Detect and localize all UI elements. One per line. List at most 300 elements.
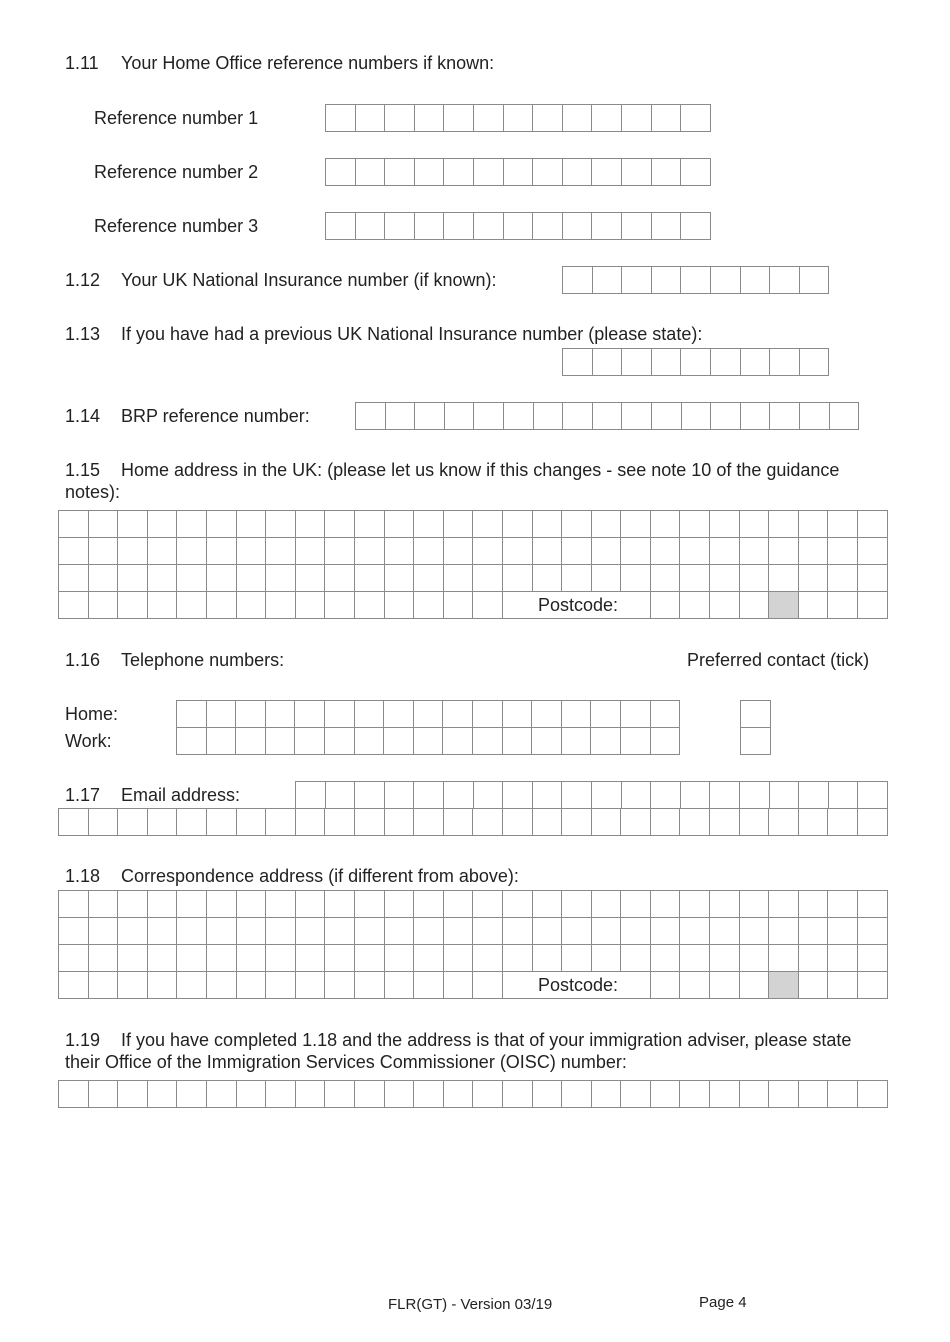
char-box[interactable] [710, 809, 740, 836]
char-box[interactable] [295, 728, 325, 755]
char-box[interactable] [266, 592, 296, 619]
correspondence-address-boxes[interactable] [58, 890, 888, 999]
char-box[interactable] [563, 213, 593, 240]
char-box[interactable] [385, 918, 415, 945]
char-box[interactable] [503, 782, 533, 809]
char-box[interactable] [414, 1081, 444, 1108]
char-box[interactable] [622, 105, 652, 132]
char-box[interactable] [533, 782, 563, 809]
char-box[interactable] [148, 538, 178, 565]
char-box[interactable] [652, 267, 682, 294]
char-box[interactable] [296, 782, 326, 809]
char-box[interactable] [622, 213, 652, 240]
char-box[interactable] [177, 891, 207, 918]
char-box[interactable] [651, 511, 681, 538]
char-box[interactable] [296, 918, 326, 945]
char-box[interactable] [237, 918, 267, 945]
char-box[interactable] [562, 538, 592, 565]
char-box[interactable] [593, 349, 623, 376]
char-box[interactable] [473, 809, 503, 836]
char-box[interactable] [89, 1081, 119, 1108]
char-box[interactable] [325, 1081, 355, 1108]
char-box[interactable] [741, 728, 771, 755]
char-box[interactable] [207, 972, 237, 999]
char-box[interactable] [651, 1081, 681, 1108]
char-box[interactable] [444, 213, 474, 240]
char-box[interactable] [385, 1081, 415, 1108]
char-box[interactable] [148, 918, 178, 945]
char-box[interactable] [355, 782, 385, 809]
char-box[interactable] [355, 511, 385, 538]
char-box[interactable] [443, 701, 473, 728]
char-box[interactable] [621, 945, 651, 972]
char-box[interactable] [828, 511, 858, 538]
char-box[interactable] [473, 701, 503, 728]
char-box[interactable] [562, 782, 592, 809]
char-box[interactable] [325, 592, 355, 619]
char-box[interactable] [770, 267, 800, 294]
char-box[interactable] [828, 592, 858, 619]
char-box[interactable] [680, 809, 710, 836]
char-box[interactable] [356, 159, 386, 186]
char-box[interactable] [59, 511, 89, 538]
char-box[interactable] [562, 809, 592, 836]
char-box[interactable] [326, 213, 356, 240]
char-box[interactable] [533, 891, 563, 918]
char-box[interactable] [799, 809, 829, 836]
char-box[interactable] [532, 728, 562, 755]
char-box[interactable] [651, 809, 681, 836]
char-box[interactable] [414, 565, 444, 592]
char-box[interactable] [325, 891, 355, 918]
char-box[interactable] [592, 918, 622, 945]
char-box[interactable] [533, 213, 563, 240]
char-box[interactable] [621, 1081, 651, 1108]
char-box[interactable] [652, 349, 682, 376]
char-box[interactable] [89, 972, 119, 999]
char-box[interactable] [385, 782, 415, 809]
char-box[interactable] [207, 538, 237, 565]
char-box[interactable] [266, 728, 296, 755]
char-box[interactable] [858, 972, 888, 999]
char-box[interactable] [355, 809, 385, 836]
char-box[interactable] [414, 701, 444, 728]
char-box[interactable] [592, 891, 622, 918]
char-box[interactable] [177, 701, 207, 728]
char-box[interactable] [621, 511, 651, 538]
char-box[interactable] [681, 213, 711, 240]
char-box[interactable] [207, 1081, 237, 1108]
char-box[interactable] [591, 728, 621, 755]
char-box[interactable] [533, 565, 563, 592]
char-box[interactable] [89, 538, 119, 565]
char-box[interactable] [504, 213, 534, 240]
char-box[interactable] [828, 565, 858, 592]
char-box[interactable] [563, 403, 593, 430]
char-box[interactable] [355, 728, 385, 755]
char-box[interactable] [533, 1081, 563, 1108]
char-box[interactable] [296, 1081, 326, 1108]
char-box[interactable] [326, 782, 356, 809]
char-box[interactable] [296, 809, 326, 836]
char-box[interactable] [858, 891, 888, 918]
char-box[interactable] [622, 159, 652, 186]
char-box[interactable] [385, 592, 415, 619]
char-box[interactable] [207, 511, 237, 538]
char-box[interactable] [414, 592, 444, 619]
char-box[interactable] [474, 213, 504, 240]
char-box[interactable] [503, 945, 533, 972]
char-box[interactable] [266, 565, 296, 592]
char-box[interactable] [237, 511, 267, 538]
char-box[interactable] [769, 891, 799, 918]
char-box[interactable] [177, 538, 207, 565]
char-box[interactable] [740, 538, 770, 565]
char-box[interactable] [622, 349, 652, 376]
char-box[interactable] [355, 918, 385, 945]
char-box[interactable] [473, 918, 503, 945]
char-box[interactable] [89, 565, 119, 592]
char-box[interactable] [652, 213, 682, 240]
char-box[interactable] [325, 538, 355, 565]
char-box[interactable] [385, 972, 415, 999]
char-box[interactable] [118, 918, 148, 945]
email-boxes-line-2[interactable] [58, 808, 888, 836]
char-box[interactable] [770, 782, 800, 809]
char-box[interactable] [592, 105, 622, 132]
char-box[interactable] [207, 809, 237, 836]
char-box[interactable] [621, 565, 651, 592]
char-box[interactable] [325, 701, 355, 728]
char-box[interactable] [444, 809, 474, 836]
char-box[interactable] [385, 511, 415, 538]
char-box[interactable] [444, 511, 474, 538]
char-box[interactable] [89, 592, 119, 619]
char-box[interactable] [89, 511, 119, 538]
char-box[interactable] [533, 159, 563, 186]
char-box[interactable] [415, 213, 445, 240]
char-box[interactable] [740, 809, 770, 836]
char-box[interactable] [385, 159, 415, 186]
char-box[interactable] [710, 538, 740, 565]
char-box[interactable] [296, 511, 326, 538]
char-box[interactable] [652, 403, 682, 430]
char-box[interactable] [443, 728, 473, 755]
char-box[interactable] [681, 267, 711, 294]
char-box[interactable] [384, 728, 414, 755]
char-box[interactable] [681, 349, 711, 376]
char-box[interactable] [800, 267, 830, 294]
char-box[interactable] [296, 891, 326, 918]
char-box[interactable] [237, 891, 267, 918]
char-box[interactable] [503, 1081, 533, 1108]
char-box[interactable] [533, 538, 563, 565]
char-box[interactable] [59, 809, 89, 836]
char-box[interactable] [682, 403, 712, 430]
char-box[interactable] [710, 891, 740, 918]
char-box[interactable] [89, 891, 119, 918]
char-box[interactable] [444, 918, 474, 945]
char-box[interactable] [177, 728, 207, 755]
reference-number-1-boxes[interactable] [325, 104, 711, 132]
char-box[interactable] [356, 105, 386, 132]
char-box[interactable] [503, 918, 533, 945]
char-box[interactable] [295, 701, 325, 728]
char-box[interactable] [444, 592, 474, 619]
char-box[interactable] [414, 809, 444, 836]
char-box[interactable] [799, 972, 829, 999]
reference-number-2-boxes[interactable] [325, 158, 711, 186]
char-box[interactable] [503, 809, 533, 836]
char-box[interactable] [828, 891, 858, 918]
char-box[interactable] [769, 1081, 799, 1108]
char-box[interactable] [326, 159, 356, 186]
char-box[interactable] [770, 403, 800, 430]
char-box[interactable] [563, 159, 593, 186]
char-box[interactable] [740, 592, 770, 619]
char-box[interactable] [473, 592, 503, 619]
char-box[interactable] [177, 972, 207, 999]
char-box[interactable] [533, 945, 563, 972]
char-box[interactable] [177, 809, 207, 836]
char-box[interactable] [858, 511, 888, 538]
char-box[interactable] [296, 565, 326, 592]
char-box[interactable] [414, 511, 444, 538]
char-box[interactable] [858, 1081, 888, 1108]
char-box[interactable] [680, 972, 710, 999]
char-box[interactable] [355, 565, 385, 592]
char-box[interactable] [445, 403, 475, 430]
char-box[interactable] [710, 782, 740, 809]
char-box[interactable] [858, 918, 888, 945]
char-box[interactable] [533, 918, 563, 945]
char-box[interactable] [207, 592, 237, 619]
char-box[interactable] [385, 891, 415, 918]
char-box[interactable] [355, 701, 385, 728]
char-box[interactable] [473, 728, 503, 755]
char-box[interactable] [59, 538, 89, 565]
char-box[interactable] [207, 565, 237, 592]
char-box[interactable] [89, 809, 119, 836]
char-box[interactable] [533, 809, 563, 836]
char-box[interactable] [177, 565, 207, 592]
char-box[interactable] [236, 701, 266, 728]
char-box[interactable] [621, 809, 651, 836]
char-box[interactable] [680, 945, 710, 972]
char-box[interactable] [504, 105, 534, 132]
char-box[interactable] [680, 565, 710, 592]
char-box[interactable] [414, 538, 444, 565]
char-box[interactable] [296, 592, 326, 619]
char-box[interactable] [444, 105, 474, 132]
char-box[interactable] [533, 105, 563, 132]
char-box[interactable] [622, 782, 652, 809]
char-box[interactable] [503, 565, 533, 592]
previous-national-insurance-boxes[interactable] [562, 348, 829, 376]
char-box[interactable] [444, 945, 474, 972]
char-box[interactable] [503, 728, 533, 755]
char-box[interactable] [444, 782, 474, 809]
char-box[interactable] [621, 918, 651, 945]
char-box[interactable] [356, 213, 386, 240]
char-box[interactable] [681, 782, 711, 809]
char-box[interactable] [799, 511, 829, 538]
char-box[interactable] [177, 918, 207, 945]
char-box[interactable] [356, 403, 386, 430]
char-box[interactable] [473, 565, 503, 592]
char-box[interactable] [444, 1081, 474, 1108]
char-box[interactable] [59, 918, 89, 945]
char-box[interactable] [858, 565, 888, 592]
char-box[interactable] [118, 809, 148, 836]
char-box[interactable] [592, 511, 622, 538]
char-box[interactable] [504, 403, 534, 430]
char-box[interactable] [355, 538, 385, 565]
char-box[interactable] [266, 538, 296, 565]
char-box[interactable] [118, 945, 148, 972]
char-box[interactable] [473, 1081, 503, 1108]
char-box[interactable] [651, 538, 681, 565]
char-box[interactable] [769, 565, 799, 592]
char-box[interactable] [325, 918, 355, 945]
char-box[interactable] [59, 1081, 89, 1108]
char-box[interactable] [769, 918, 799, 945]
char-box[interactable] [680, 592, 710, 619]
char-box[interactable] [385, 565, 415, 592]
char-box[interactable] [148, 1081, 178, 1108]
char-box[interactable] [651, 592, 681, 619]
char-box[interactable] [148, 511, 178, 538]
char-box[interactable] [828, 538, 858, 565]
char-box[interactable] [562, 1081, 592, 1108]
char-box[interactable] [828, 1081, 858, 1108]
char-box[interactable] [414, 891, 444, 918]
char-box[interactable] [532, 701, 562, 728]
char-box[interactable] [503, 592, 533, 619]
char-box[interactable] [177, 1081, 207, 1108]
char-box[interactable] [563, 349, 593, 376]
char-box[interactable] [681, 105, 711, 132]
char-box[interactable] [741, 267, 771, 294]
char-box[interactable] [414, 728, 444, 755]
char-box[interactable] [386, 403, 416, 430]
char-box[interactable] [385, 213, 415, 240]
char-box[interactable] [118, 565, 148, 592]
char-box[interactable] [444, 891, 474, 918]
char-box[interactable] [473, 972, 503, 999]
char-box[interactable] [592, 159, 622, 186]
char-box[interactable] [769, 945, 799, 972]
char-box[interactable] [148, 565, 178, 592]
char-box[interactable] [237, 1081, 267, 1108]
char-box[interactable] [680, 538, 710, 565]
char-box[interactable] [741, 403, 771, 430]
char-box[interactable] [740, 565, 770, 592]
char-box[interactable] [325, 809, 355, 836]
char-box[interactable] [177, 511, 207, 538]
char-box[interactable] [562, 945, 592, 972]
char-box[interactable] [474, 403, 504, 430]
char-box[interactable] [799, 918, 829, 945]
char-box[interactable] [828, 972, 858, 999]
char-box[interactable] [59, 972, 89, 999]
char-box[interactable] [414, 918, 444, 945]
char-box[interactable] [473, 945, 503, 972]
char-box[interactable] [621, 701, 651, 728]
char-box[interactable] [118, 592, 148, 619]
char-box[interactable] [830, 403, 860, 430]
char-box[interactable] [355, 945, 385, 972]
char-box[interactable] [503, 701, 533, 728]
char-box[interactable] [592, 1081, 622, 1108]
char-box[interactable] [384, 701, 414, 728]
char-box[interactable] [799, 945, 829, 972]
char-box[interactable] [414, 945, 444, 972]
char-box[interactable] [355, 972, 385, 999]
char-box[interactable] [651, 945, 681, 972]
char-box[interactable] [266, 1081, 296, 1108]
char-box[interactable] [503, 511, 533, 538]
char-box[interactable] [799, 592, 829, 619]
char-box[interactable] [710, 1081, 740, 1108]
char-box[interactable] [296, 945, 326, 972]
char-box[interactable] [800, 349, 830, 376]
char-box[interactable] [828, 918, 858, 945]
char-box[interactable] [562, 701, 592, 728]
char-box[interactable] [237, 809, 267, 836]
char-box[interactable] [148, 592, 178, 619]
char-box[interactable] [177, 945, 207, 972]
char-box[interactable] [769, 809, 799, 836]
char-box[interactable] [325, 565, 355, 592]
char-box[interactable] [89, 918, 119, 945]
char-box[interactable] [562, 728, 592, 755]
char-box[interactable] [621, 891, 651, 918]
char-box[interactable] [651, 701, 681, 728]
char-box[interactable] [385, 945, 415, 972]
email-boxes-line-1[interactable] [295, 781, 888, 809]
char-box[interactable] [385, 538, 415, 565]
char-box[interactable] [148, 972, 178, 999]
char-box[interactable] [325, 511, 355, 538]
char-box[interactable] [237, 538, 267, 565]
char-box[interactable] [828, 945, 858, 972]
char-box[interactable] [622, 267, 652, 294]
char-box[interactable] [770, 349, 800, 376]
char-box[interactable] [769, 592, 799, 619]
char-box[interactable] [237, 972, 267, 999]
char-box[interactable] [710, 565, 740, 592]
char-box[interactable] [355, 891, 385, 918]
char-box[interactable] [592, 213, 622, 240]
char-box[interactable] [237, 592, 267, 619]
char-box[interactable] [533, 511, 563, 538]
char-box[interactable] [858, 809, 888, 836]
char-box[interactable] [355, 1081, 385, 1108]
char-box[interactable] [207, 945, 237, 972]
char-box[interactable] [710, 592, 740, 619]
char-box[interactable] [651, 565, 681, 592]
char-box[interactable] [266, 891, 296, 918]
char-box[interactable] [148, 891, 178, 918]
char-box[interactable] [828, 809, 858, 836]
char-box[interactable] [680, 891, 710, 918]
char-box[interactable] [207, 918, 237, 945]
char-box[interactable] [59, 565, 89, 592]
char-box[interactable] [741, 349, 771, 376]
char-box[interactable] [355, 592, 385, 619]
char-box[interactable] [118, 891, 148, 918]
